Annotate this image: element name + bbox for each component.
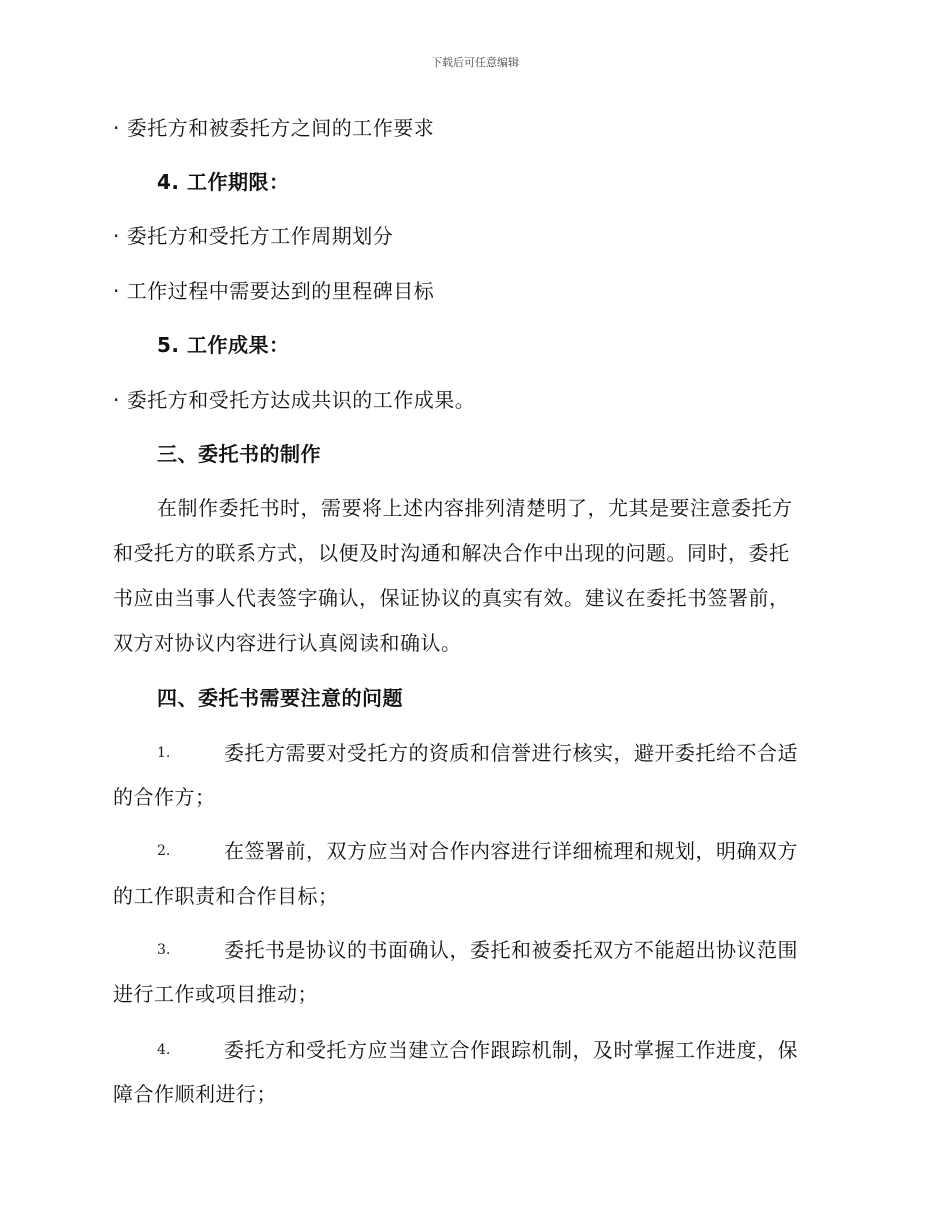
list-item-text: 在签署前，双方应当对合作内容进行详细梳理和规划，明确双方 — [224, 839, 798, 863]
paragraph-line: 书应由当事人代表签字确认，保证协议的真实有效。建议在委托书签署前， — [113, 586, 790, 610]
list-item-number: 1. — [157, 745, 171, 761]
list-item-number: 2. — [157, 843, 171, 859]
bullet-work-requirements: · 委托方和被委托方之间的工作要求 — [113, 116, 435, 140]
list-item-text: 委托方需要对受托方的资质和信誉进行核实，避开委托给不合适 — [224, 741, 798, 765]
page-header-note: 下载后可任意编辑 — [431, 56, 519, 69]
list-item-number: 4. — [157, 1042, 171, 1058]
paragraph-line: 双方对协议内容进行认真阅读和确认。 — [113, 631, 462, 655]
list-item-text-continued: 的工作职责和合作目标； — [113, 884, 339, 908]
list-item-text-continued: 障合作顺利进行； — [113, 1082, 277, 1106]
paragraph-line: 在制作委托书时，需要将上述内容排列清楚明了，尤其是要注意委托方 — [157, 496, 793, 520]
list-item-number: 3. — [157, 942, 171, 958]
section-title-notes: 四、委托书需要注意的问题 — [157, 686, 403, 710]
paragraph-line: 和受托方的联系方式，以便及时沟通和解决合作中出现的问题。同时，委托 — [113, 541, 790, 565]
heading-work-results: 5. 工作成果： — [157, 333, 290, 357]
bullet-milestones: · 工作过程中需要达到的里程碑目标 — [113, 279, 435, 303]
heading-work-period: 4. 工作期限： — [157, 170, 290, 194]
section-title-making: 三、委托书的制作 — [157, 442, 321, 466]
bullet-period-division: · 委托方和受托方工作周期划分 — [113, 224, 394, 248]
list-item-text-continued: 进行工作或项目推动； — [113, 982, 318, 1006]
bullet-agreed-results: · 委托方和受托方达成共识的工作成果。 — [113, 388, 476, 412]
list-item-text: 委托书是协议的书面确认，委托和被委托双方不能超出协议范围 — [224, 938, 798, 962]
list-item-text-continued: 的合作方； — [113, 785, 216, 809]
list-item-text: 委托方和受托方应当建立合作跟踪机制，及时掌握工作进度，保 — [224, 1038, 798, 1062]
